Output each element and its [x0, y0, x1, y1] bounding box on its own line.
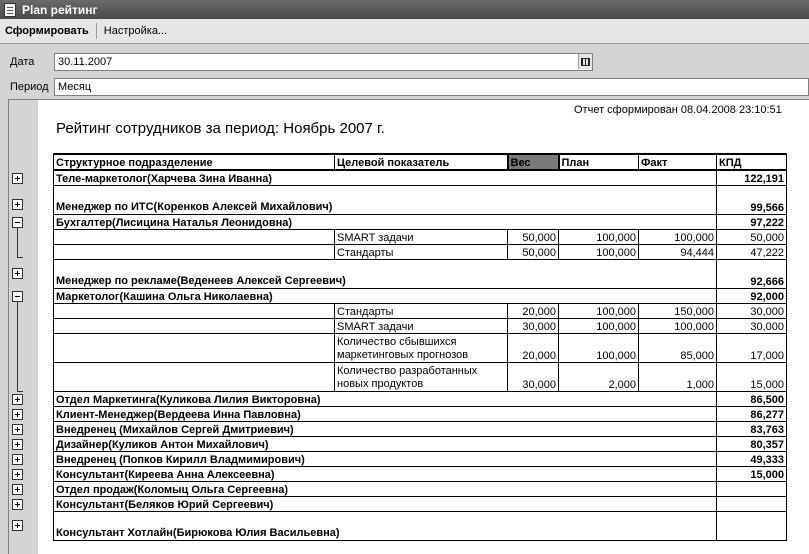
date-input[interactable]: 30.11.2007 — [54, 53, 593, 71]
expand-icon[interactable] — [12, 469, 23, 480]
fact-cell: 100,000 — [639, 318, 717, 333]
kpd-cell: 86,500 — [717, 391, 787, 406]
expand-icon[interactable] — [12, 499, 23, 510]
column-header[interactable]: Структурное подразделение — [54, 154, 335, 170]
department-cell: Клиент-Менеджер(Вердеева Инна Павловна) — [54, 406, 717, 421]
column-header[interactable]: Факт — [639, 154, 717, 170]
settings-button[interactable]: Настройка... — [103, 25, 168, 37]
empty-cell — [54, 318, 335, 333]
kpd-cell: 30,000 — [717, 318, 787, 333]
kpd-cell: 92,000 — [717, 288, 787, 303]
generate-report-button[interactable]: Сформировать — [5, 25, 89, 37]
group-bracket-end — [17, 257, 23, 258]
fact-cell: 85,000 — [639, 333, 717, 362]
empty-cell — [54, 229, 335, 244]
window-titlebar — [0, 0, 809, 19]
table-row[interactable] — [54, 333, 787, 362]
rating-table — [53, 153, 787, 541]
kpd-cell: 30,000 — [717, 303, 787, 318]
department-cell: Внедренец (Михайлов Сергей Дмитриевич) — [54, 421, 717, 436]
plan-cell: 2,000 — [559, 362, 639, 391]
weight-cell: 50,000 — [508, 229, 559, 244]
expand-icon[interactable] — [12, 520, 23, 531]
kpd-cell: 80,357 — [717, 436, 787, 451]
table-row[interactable] — [54, 436, 787, 451]
weight-cell: 20,000 — [508, 333, 559, 362]
group-bracket-end — [17, 391, 23, 392]
group-bracket-line — [17, 228, 18, 258]
expand-icon[interactable] — [12, 454, 23, 465]
empty-cell — [54, 244, 335, 259]
report-title: Рейтинг сотрудников за период: Ноябрь 2007 г. — [56, 120, 385, 137]
weight-cell: 30,000 — [508, 362, 559, 391]
department-cell: Дизайнер(Куликов Антон Михайлович) — [54, 436, 717, 451]
department-cell: Менеджер по ИТС(Коренков Алексей Михайлович) — [54, 185, 717, 214]
weight-cell: 50,000 — [508, 244, 559, 259]
kpd-cell — [717, 511, 787, 540]
target-indicator-cell: Количество сбывшихся маркетинговых прогнозов — [335, 333, 508, 362]
table-row[interactable] — [54, 318, 787, 333]
report-app-icon — [4, 3, 16, 17]
kpd-cell: 122,191 — [717, 170, 787, 185]
column-header[interactable]: План — [559, 154, 639, 170]
empty-cell — [54, 362, 335, 391]
group-bracket-line — [17, 302, 18, 392]
kpd-cell — [717, 496, 787, 511]
table-row[interactable] — [54, 451, 787, 466]
table-row[interactable] — [54, 391, 787, 406]
department-cell: Отдел продаж(Коломыц Ольга Сергеевна) — [54, 481, 717, 496]
department-cell: Бухгалтер(Лисицина Наталья Леонидовна) — [54, 214, 717, 229]
fact-cell: 1,000 — [639, 362, 717, 391]
column-header[interactable]: КПД — [717, 154, 787, 170]
plan-cell: 100,000 — [559, 303, 639, 318]
window-title: Plan рейтинг — [22, 2, 98, 17]
empty-cell — [54, 333, 335, 362]
table-row[interactable] — [54, 406, 787, 421]
kpd-cell: 49,333 — [717, 451, 787, 466]
kpd-cell: 15,000 — [717, 466, 787, 481]
kpd-cell: 92,666 — [717, 259, 787, 288]
plan-cell: 100,000 — [559, 333, 639, 362]
table-row[interactable] — [54, 511, 787, 540]
department-cell: Менеджер по рекламе(Веденеев Алексей Сергеевич) — [54, 259, 717, 288]
expand-icon[interactable] — [12, 173, 23, 184]
table-row[interactable] — [54, 362, 787, 391]
table-row[interactable] — [54, 259, 787, 288]
plan-cell: 100,000 — [559, 318, 639, 333]
department-cell: Теле-маркетолог(Харчева Зина Иванна) — [54, 170, 717, 185]
department-cell: Отдел Маркетинга(Куликова Лилия Викторовна) — [54, 391, 717, 406]
target-indicator-cell: SMART задачи — [335, 318, 508, 333]
table-row[interactable] — [54, 185, 787, 214]
department-cell: Консультант Хотлайн(Бирюкова Юлия Васильевна) — [54, 511, 717, 540]
fact-cell: 94,444 — [639, 244, 717, 259]
table-row[interactable] — [54, 496, 787, 511]
target-indicator-cell: Количество разработанных новых продуктов — [335, 362, 508, 391]
kpd-cell: 15,000 — [717, 362, 787, 391]
department-cell: Маркетолог(Кашина Ольга Николаевна) — [54, 288, 717, 303]
kpd-cell — [717, 481, 787, 496]
expand-icon[interactable] — [12, 424, 23, 435]
expand-icon[interactable] — [12, 439, 23, 450]
period-input[interactable]: Месяц — [54, 78, 809, 96]
kpd-cell: 97,222 — [717, 214, 787, 229]
table-row[interactable] — [54, 288, 787, 303]
target-indicator-cell: SMART задачи — [335, 229, 508, 244]
calendar-icon — [581, 58, 590, 66]
table-row[interactable] — [54, 303, 787, 318]
kpd-cell: 99,566 — [717, 185, 787, 214]
empty-cell — [54, 303, 335, 318]
weight-cell: 30,000 — [508, 318, 559, 333]
expand-icon[interactable] — [12, 409, 23, 420]
kpd-cell: 86,277 — [717, 406, 787, 421]
table-row[interactable] — [54, 214, 787, 229]
weight-cell: 20,000 — [508, 303, 559, 318]
target-indicator-cell: Стандарты — [335, 244, 508, 259]
table-row[interactable] — [54, 466, 787, 481]
plan-cell: 100,000 — [559, 229, 639, 244]
toolbar — [0, 19, 809, 44]
department-cell: Внедренец (Попков Кирилл Владмимирович) — [54, 451, 717, 466]
department-cell: Консультант(Киреева Анна Алексеевна) — [54, 466, 717, 481]
department-cell: Консультант(Беляков Юрий Сергеевич) — [54, 496, 717, 511]
kpd-cell: 47,222 — [717, 244, 787, 259]
kpd-cell: 50,000 — [717, 229, 787, 244]
column-header-selected[interactable]: Вес — [508, 154, 559, 170]
kpd-cell: 83,763 — [717, 421, 787, 436]
table-row[interactable] — [54, 170, 787, 185]
collapse-icon[interactable] — [12, 217, 23, 228]
date-label: Дата — [10, 56, 35, 68]
fact-cell: 150,000 — [639, 303, 717, 318]
kpd-cell: 17,000 — [717, 333, 787, 362]
table-row[interactable] — [54, 481, 787, 496]
table-row[interactable] — [54, 229, 787, 244]
target-indicator-cell: Стандарты — [335, 303, 508, 318]
expand-icon[interactable] — [12, 394, 23, 405]
expand-icon[interactable] — [12, 268, 23, 279]
period-label: Период — [10, 81, 49, 93]
table-header-row — [54, 154, 787, 170]
expand-icon[interactable] — [12, 484, 23, 495]
generated-timestamp: Отчет сформирован 08.04.2008 23:10:51 — [574, 104, 782, 116]
toolbar-separator — [96, 23, 97, 39]
table-row[interactable] — [54, 244, 787, 259]
date-row — [0, 51, 809, 73]
calendar-button[interactable] — [578, 54, 592, 69]
plan-cell: 100,000 — [559, 244, 639, 259]
column-header[interactable]: Целевой показатель — [335, 154, 508, 170]
fact-cell: 100,000 — [639, 229, 717, 244]
table-body — [54, 170, 787, 540]
expand-icon[interactable] — [12, 199, 23, 210]
table-row[interactable] — [54, 421, 787, 436]
collapse-icon[interactable] — [12, 291, 23, 302]
period-row — [0, 76, 809, 98]
